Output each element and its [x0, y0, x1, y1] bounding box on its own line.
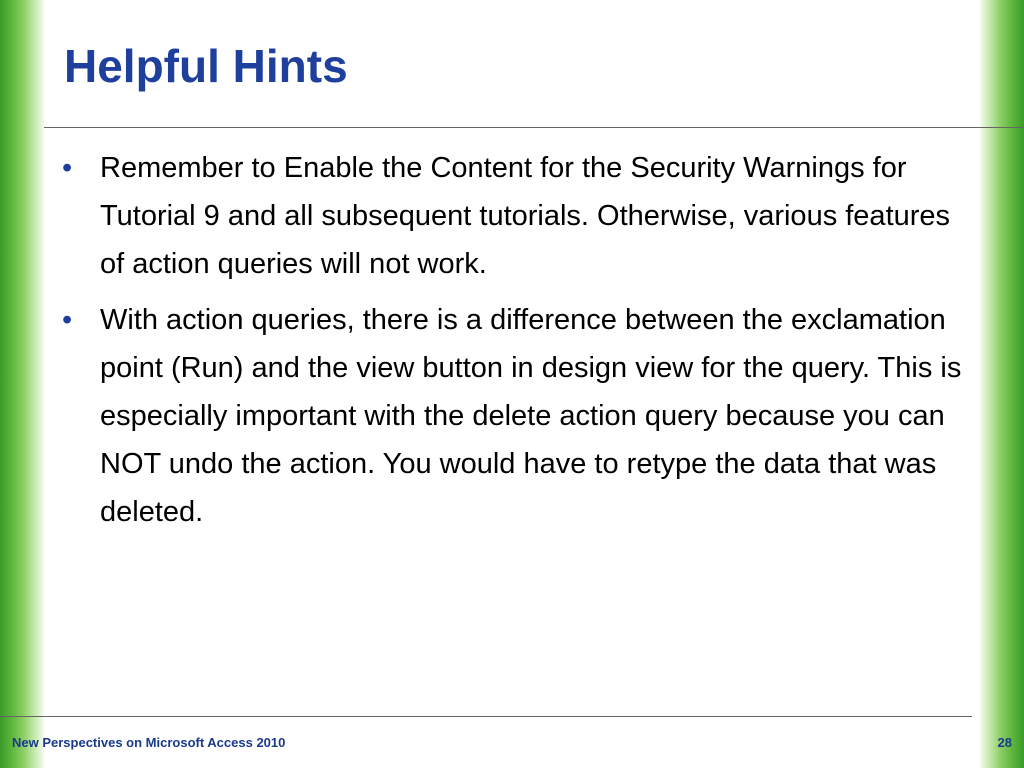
bullet-item: [60, 144, 970, 288]
bullet-text: Remember to Enable the Content for the Security Warnings for Tutorial 9 and all subsequent tutorials. Otherwise, various features of action queries will not work.: [100, 152, 951, 280]
title-divider: [44, 127, 1024, 128]
left-green-bar: [0, 0, 44, 768]
right-green-bar: [980, 0, 1024, 768]
footer-text: New Perspectives on Microsoft Access 2010: [12, 735, 286, 750]
page-number: 28: [997, 735, 1012, 750]
bullet-list: [60, 144, 970, 544]
bullet-icon: •: [62, 304, 73, 336]
bullet-icon: •: [62, 152, 73, 184]
slide-title: Helpful Hints: [64, 40, 348, 92]
bullet-text: With action queries, there is a difference between the exclamation point (Run) and the view button in design view for the query. This is especially important with the delete action query because you can NOT undo the action. You would have to retype the data that was deleted.: [100, 304, 962, 528]
bullet-item: [60, 296, 970, 536]
footer-divider: [0, 716, 972, 717]
